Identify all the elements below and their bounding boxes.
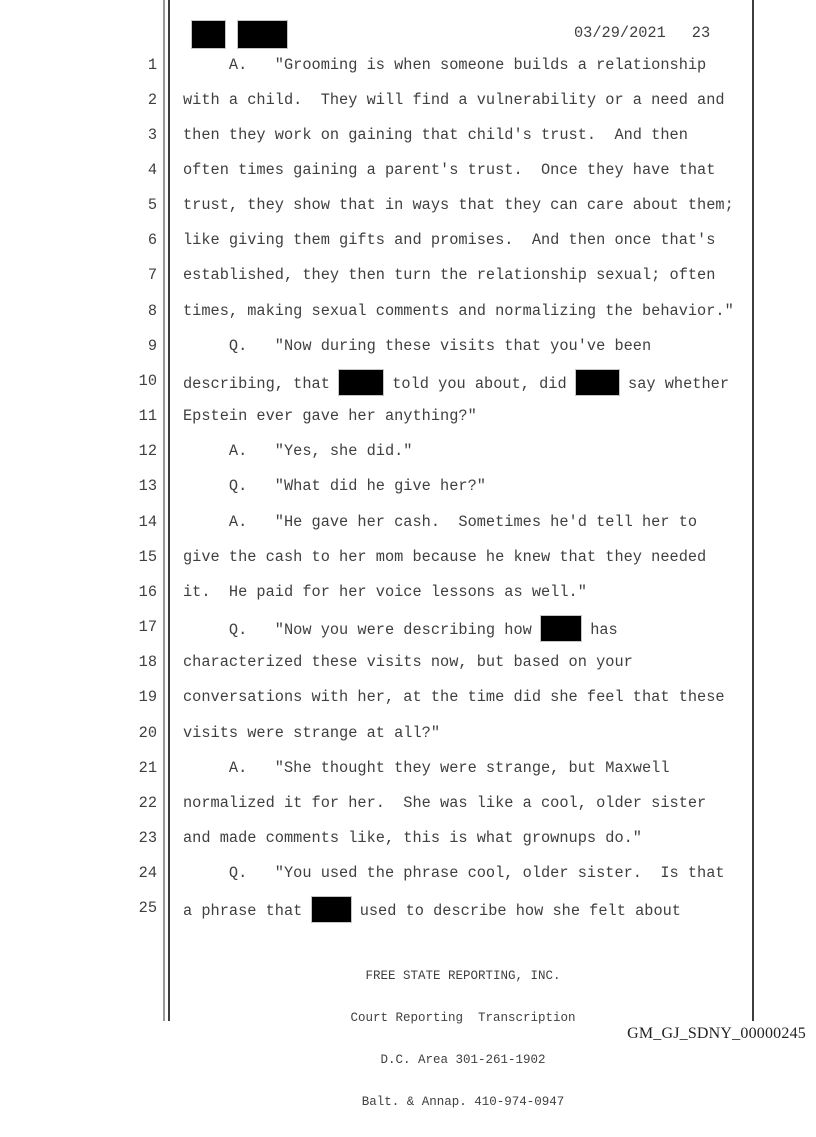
transcript-line-text xyxy=(183,722,440,744)
transcript-line xyxy=(0,475,816,505)
transcript-line-text xyxy=(183,159,715,181)
text-segment: describing, that xyxy=(183,374,340,393)
transcript-line-text xyxy=(183,792,706,814)
transcript-line-text xyxy=(183,757,670,779)
line-number: 25 xyxy=(138,899,157,918)
transcript-line xyxy=(0,581,816,611)
transcript-line-text xyxy=(183,194,734,216)
line-number: 12 xyxy=(138,442,157,461)
transcript-line-text xyxy=(183,335,651,357)
line-number: 11 xyxy=(138,407,157,426)
text-segment: trust, they show that in ways that they can care about them; xyxy=(183,196,734,215)
text-segment: give the cash to her mom because he knew that they needed xyxy=(183,547,707,566)
transcript-line xyxy=(0,124,816,154)
transcript-line xyxy=(0,405,816,435)
line-number: 2 xyxy=(147,90,157,109)
transcript-line xyxy=(0,511,816,541)
line-number: 22 xyxy=(138,793,157,812)
transcript-line xyxy=(0,89,816,119)
text-segment: established, they then turn the relationship sexual; often xyxy=(183,266,716,285)
transcript-line-text xyxy=(183,405,477,427)
transcript-line-text xyxy=(183,581,587,603)
transcript-line-text xyxy=(183,651,633,673)
transcript-line xyxy=(0,897,816,927)
transcript-line xyxy=(0,686,816,716)
line-number: 1 xyxy=(147,55,157,74)
text-segment: say whether xyxy=(618,374,729,393)
line-number: 18 xyxy=(138,653,157,672)
text-segment: visits were strange at all?" xyxy=(183,723,441,742)
text-segment: conversations with her, at the time did she feel that these xyxy=(183,688,725,707)
text-segment: A. "She thought they were strange, but Maxwell xyxy=(183,758,670,777)
transcript-line-text xyxy=(183,897,681,922)
text-segment: Epstein ever gave her anything?" xyxy=(183,407,477,426)
text-segment: often times gaining a parent's trust. Once they have that xyxy=(183,160,716,179)
transcript-line xyxy=(0,792,816,822)
line-number: 7 xyxy=(147,266,157,285)
redaction-box xyxy=(576,370,619,395)
transcript-line-text xyxy=(183,440,413,462)
footer-services: Court Reporting Transcription xyxy=(350,1011,576,1025)
line-number: 4 xyxy=(147,160,157,179)
transcript-line-text xyxy=(183,89,725,111)
transcript-line xyxy=(0,722,816,752)
transcript-line xyxy=(0,616,816,646)
bates-number: GM_GJ_SDNY_00000245 xyxy=(627,1025,806,1042)
transcript-line-text xyxy=(183,827,642,849)
text-segment: with a child. They will find a vulnerability or a need and xyxy=(183,90,725,109)
line-number: 19 xyxy=(138,688,157,707)
transcript-line-text xyxy=(183,546,706,568)
transcript-line xyxy=(0,862,816,892)
header-date-line xyxy=(574,24,710,42)
line-number: 21 xyxy=(138,758,157,777)
line-number: 13 xyxy=(138,477,157,496)
footer-phone-dc: D.C. Area 301-261-1902 xyxy=(380,1053,546,1067)
transcript-line-text xyxy=(183,370,729,395)
text-segment: a phrase that xyxy=(183,902,312,921)
transcript-line xyxy=(0,651,816,681)
transcript-line xyxy=(0,370,816,400)
text-segment: A. "He gave her cash. Sometimes he'd tell her to xyxy=(183,512,698,531)
text-segment: normalized it for her. She was like a cool, older sister xyxy=(183,793,707,812)
transcript-line-text xyxy=(183,475,486,497)
transcript-line xyxy=(0,159,816,189)
transcript-line xyxy=(0,546,816,576)
footer-company: FREE STATE REPORTING, INC. xyxy=(365,969,561,983)
text-segment: it. He paid for her voice lessons as well." xyxy=(183,582,587,601)
line-number: 17 xyxy=(138,618,157,637)
transcript-line-text xyxy=(183,511,697,533)
text-segment: A. "Grooming is when someone builds a relationship xyxy=(183,55,707,74)
line-number: 16 xyxy=(138,582,157,601)
transcript-line xyxy=(0,335,816,365)
line-number: 9 xyxy=(147,336,157,355)
text-segment: then they work on gaining that child's trust. And then xyxy=(183,125,688,144)
line-number: 23 xyxy=(138,829,157,848)
text-segment: and made comments like, this is what grownups do." xyxy=(183,829,642,848)
transcript-line xyxy=(0,300,816,330)
text-segment: Q. "What did he give her?" xyxy=(183,477,486,496)
line-number: 3 xyxy=(147,125,157,144)
transcript-line-text xyxy=(183,300,734,322)
transcript-line xyxy=(0,264,816,294)
transcript-line xyxy=(0,54,816,84)
transcript-line xyxy=(0,757,816,787)
header-redaction-box xyxy=(238,21,287,48)
transcript-line-text xyxy=(183,124,688,146)
line-number: 14 xyxy=(138,512,157,531)
text-segment: told you about, did xyxy=(383,374,576,393)
redaction-box xyxy=(312,897,351,922)
header-redaction-box xyxy=(192,21,225,48)
text-segment: A. "Yes, she did." xyxy=(183,442,413,461)
transcript-line xyxy=(0,827,816,857)
transcript-line-text xyxy=(183,862,725,884)
line-number: 15 xyxy=(138,547,157,566)
line-number: 24 xyxy=(138,864,157,883)
line-number: 20 xyxy=(138,723,157,742)
redaction-box xyxy=(541,616,581,641)
text-segment: times, making sexual comments and normalizing the behavior." xyxy=(183,301,734,320)
header-date: 03/29/2021 xyxy=(574,24,666,42)
transcript-line-text xyxy=(183,229,715,251)
text-segment: characterized these visits now, but based on your xyxy=(183,653,633,672)
text-segment: Q. "You used the phrase cool, older sister. Is that xyxy=(183,864,725,883)
header-page-number: 23 xyxy=(691,24,711,42)
text-segment: used to describe how she felt about xyxy=(350,902,681,921)
transcript-line-text xyxy=(183,686,725,708)
redaction-box xyxy=(339,370,383,395)
line-number: 5 xyxy=(147,196,157,215)
line-number: 8 xyxy=(147,301,157,320)
transcript-line xyxy=(0,229,816,259)
transcript-line-text xyxy=(183,616,618,641)
transcript-line-text xyxy=(183,54,706,76)
line-number: 6 xyxy=(147,231,157,250)
text-segment: like giving them gifts and promises. And then once that's xyxy=(183,231,716,250)
line-number: 10 xyxy=(138,371,157,390)
transcript-line xyxy=(0,440,816,470)
text-segment: Q. "Now during these visits that you've been xyxy=(183,336,652,355)
footer-phone-balt: Balt. & Annap. 410-974-0947 xyxy=(361,1095,565,1109)
text-segment: Q. "Now you were describing how xyxy=(183,621,542,640)
transcript-line-text xyxy=(183,264,715,286)
transcript-line xyxy=(0,194,816,224)
text-segment: has xyxy=(581,621,618,640)
